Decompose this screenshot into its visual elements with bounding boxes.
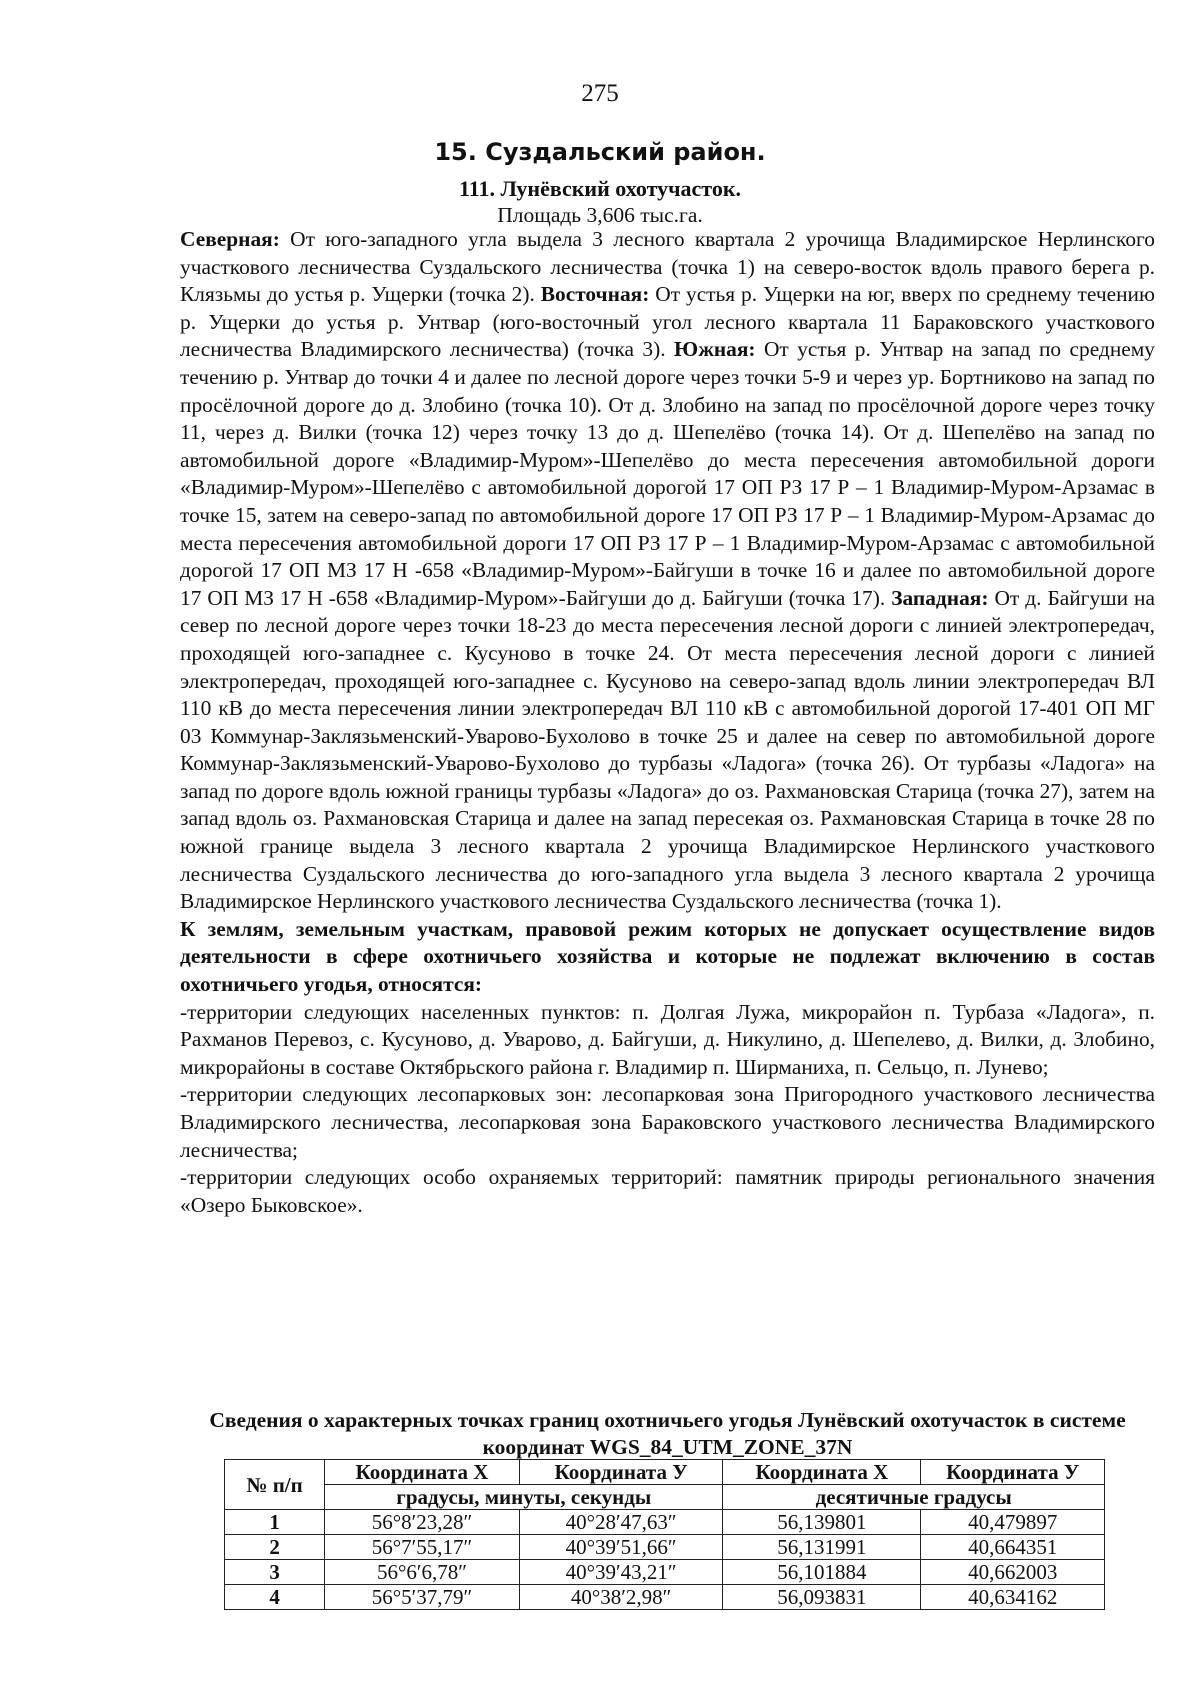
cell-num: 2 bbox=[225, 1535, 325, 1560]
west-label: Западная: bbox=[891, 585, 989, 610]
district-heading: 15. Суздальский район. bbox=[434, 138, 766, 166]
header-dms: градусы, минуты, секунды bbox=[325, 1485, 723, 1510]
cell-y-dms: 40°39′43,21″ bbox=[519, 1560, 723, 1585]
cell-x-dec: 56,093831 bbox=[723, 1585, 921, 1610]
cell-x-dms: 56°5′37,79″ bbox=[325, 1585, 520, 1610]
north-label: Северная: bbox=[180, 227, 280, 251]
hunting-site-title: 111. Лунёвский охотучасток. bbox=[458, 176, 741, 201]
table-row bbox=[225, 1535, 1105, 1560]
exclusion-item: -территории следующих лесопарковых зон: лесопарковая зона Пригородного участкового лесничества Владимирского лесничества, лесопарковая зона Бараковского участкового лесничества Владимирского лесничества; bbox=[180, 1082, 1155, 1162]
cell-y-dec: 40,664351 bbox=[921, 1535, 1105, 1560]
cell-y-dms: 40°38′2,98″ bbox=[519, 1585, 723, 1610]
cell-num: 4 bbox=[225, 1585, 325, 1610]
header-coord-y: Координата У bbox=[519, 1460, 723, 1485]
table-row bbox=[225, 1560, 1105, 1585]
boundary-description bbox=[180, 226, 1155, 1219]
cell-x-dms: 56°8′23,28″ bbox=[325, 1510, 520, 1535]
exclusions-heading: К землям, земельным участкам, правовой режим которых не допускает осуществление видов деятельности в сфере охотничьего хозяйства и которые не подлежат включению в состав охотничьего угодья, относятся: bbox=[180, 916, 1155, 997]
east-label: Восточная: bbox=[540, 282, 650, 307]
north-text: От юго-западного угла выдела 3 лесного квартала 2 урочища Владимирское Нерлинского участкового лесничества Суздальского лесничества (точка 1) на северо-восток вдоль правого берега р. Клязьмы до устья р. Ущерки (точка 2). bbox=[180, 227, 1155, 307]
cell-y-dec: 40,479897 bbox=[921, 1510, 1105, 1535]
cell-y-dms: 40°39′51,66″ bbox=[519, 1535, 723, 1560]
west-text: От д. Байгуши на север по лесной дороге через точки 18-23 до места пересечения лесной дороги с линией электропередач, проходящей юго-западнее с. Кусуново в точке 24. От места пересечения лесной дороги с линией электропередач, проходящей юго-западнее с. Кусуново на северо-запад вдоль линии электропередач ВЛ 110 кВ до места пересечения линии электропередач ВЛ 110 кВ с автомобильной дорогой 17-401 ОП МГ 03 Коммунар-Заклязьменский-Уварово-Бухолово в точке 25 и далее на север по автомобильной дороге Коммунар-Заклязьменский-Уварово-Бухолово до турбазы «Ладога» (точка 26). От турбазы «Ладога» на запад по дороге вдоль южной границы турбазы «Ладога» до оз. Рахмановская Старица (точка 27), затем на запад вдоль оз. Рахмановская Старица и далее на запад пересекая оз. Рахмановская Старица в точке 28 по южной границе выдела 3 лесного квартала 2 урочища Владимирское Нерлинского участкового лесничества Суздальского лесничества до юго-западного угла выдела 3 лесного квартала 2 урочища Владимирское Нерлинского участкового лесничества Суздальского лесничества (точка 1). bbox=[180, 585, 1155, 914]
coordinates-table bbox=[224, 1459, 1105, 1610]
cell-num: 3 bbox=[225, 1560, 325, 1585]
header-decimal: десятичные градусы bbox=[723, 1485, 1105, 1510]
header-num: № п/п bbox=[225, 1460, 325, 1510]
header-coord-x: Координата Х bbox=[325, 1460, 520, 1485]
south-label: Южная: bbox=[673, 337, 756, 362]
table-title: Сведения о характерных точках границ охотничьего угодья Лунёвский охотучасток в системе координат WGS_84_UTM_ZONE_37N bbox=[209, 1408, 1126, 1459]
header-coord-y-decimal: Координата У bbox=[921, 1460, 1105, 1485]
east-text: От устья р. Ущерки на юг, вверх по среднему течению р. Ущерки до устья р. Унтвар (юго-восточный угол лесного квартала 11 Бараковского участкового лесничества Владимирского лесничества) (точка 3). bbox=[180, 282, 1155, 362]
cell-x-dms: 56°7′55,17″ bbox=[325, 1535, 520, 1560]
cell-x-dms: 56°6′6,78″ bbox=[325, 1560, 520, 1585]
area-line: Площадь 3,606 тыс.га. bbox=[497, 203, 703, 227]
header-coord-x-decimal: Координата Х bbox=[723, 1460, 921, 1485]
south-text: От устья р. Унтвар на запад по среднему течению р. Унтвар до точки 4 и далее по лесной дороге через точки 5-9 и через ур. Бортниково на запад по просёлочной дороге до д. Злобино (точка 10). От д. Злобино на запад по просёлочной дороге через точку 11, через д. Вилки (точка 12) через точку 13 до д. Шепелёво (точка 14). От д. Шепелёво на запад по автомобильной дороге «Владимир-Муром»-Шепелёво до места пересечения автомобильной дороги «Владимир-Муром»-Шепелёво с автомобильной дорогой 17 ОП РЗ 17 Р – 1 Владимир-Муром-Арзамас в точке 15, затем на северо-запад по автомобильной дороге 17 ОП РЗ 17 Р – 1 Владимир-Муром-Арзамас до места пересечения автомобильной дороги 17 ОП РЗ 17 Р – 1 Владимир-Муром-Арзамас с автомобильной дорогой 17 ОП МЗ 17 Н -658 «Владимир-Муром»-Байгуши в точке 16 и далее по автомобильной дороге 17 ОП МЗ 17 Н -658 «Владимир-Муром»-Байгуши до д. Байгуши (точка 17). bbox=[180, 337, 1155, 610]
exclusion-item: -территории следующих особо охраняемых территорий: памятник природы регионального значения «Озеро Быковское». bbox=[180, 1165, 1155, 1217]
table-subheader-row bbox=[225, 1485, 1105, 1510]
boundaries-paragraph bbox=[180, 226, 1155, 916]
table-row bbox=[225, 1510, 1105, 1535]
table-row bbox=[225, 1585, 1105, 1610]
cell-x-dec: 56,139801 bbox=[723, 1510, 921, 1535]
exclusion-item: -территории следующих населенных пунктов: п. Долгая Лужа, микрорайон п. Турбаза «Ладога», п. Рахманов Перевоз, с. Кусуново, д. Уварово, д. Байгуши, д. Никулино, д. Шепелево, д. Вилки, д. Злобино, микрорайоны в составе Октябрьского района г. Владимир п. Ширманиха, п. Сельцо, п. Лунево; bbox=[180, 999, 1155, 1079]
cell-num: 1 bbox=[225, 1510, 325, 1535]
page-number: 275 bbox=[581, 80, 619, 107]
cell-x-dec: 56,101884 bbox=[723, 1560, 921, 1585]
cell-y-dms: 40°28′47,63″ bbox=[519, 1510, 723, 1535]
cell-y-dec: 40,662003 bbox=[921, 1560, 1105, 1585]
table-header-row bbox=[225, 1460, 1105, 1485]
cell-y-dec: 40,634162 bbox=[921, 1585, 1105, 1610]
cell-x-dec: 56,131991 bbox=[723, 1535, 921, 1560]
